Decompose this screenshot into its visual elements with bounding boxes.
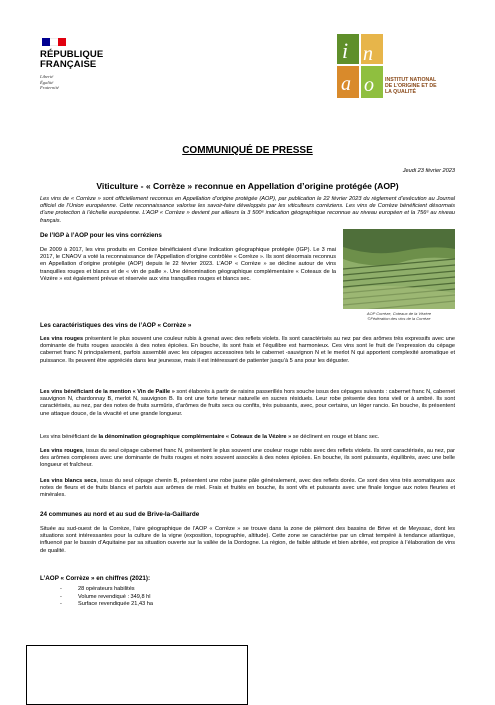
heading-igp-to-aop: De l’IGP à l’AOP pour les vins corréziens — [40, 232, 162, 239]
empty-frame — [26, 645, 248, 705]
document-title: COMMUNIQUÉ DE PRESSE — [182, 145, 313, 156]
republique-title: RÉPUBLIQUE FRANÇAISE — [40, 49, 104, 70]
red-wines-label: Les vins rouges — [40, 336, 84, 342]
heading-communes: 24 communes au nord et au sud de Brive-la-Gaillarde — [40, 511, 200, 518]
document-date: Jeudi 23 février 2023 — [402, 168, 455, 174]
straw-wine-label: Les vins bénéficiant de la mention « Vin de Paille » — [40, 389, 175, 395]
paragraph-geography: Située au sud-ouest de la Corrèze, l’aire géographique de l’AOP « Corrèze » se trouve dans la zone de piémont des bassins de Brive et de Meyssac, dont les situations sont intéressantes pour la culture de la vigne (exposition, topographie, altitude). Cette zone se caractérise par un climat tempéré à tendance atlantique, influencé par le bassin d’Aquitaine par sa situation ouverte sur la vallée de la Dordogne. La région, de faible altitude et bien abritée, est propice à l’élaboration de vins de qualité. — [40, 526, 455, 554]
paragraph-straw-wine — [40, 389, 455, 418]
vezere-red-label: Les vins rouges — [40, 448, 83, 454]
vezere-white-text: , issus du seul cépage chenin B, présentent une robe jaune pâle généralement, avec des reflets dorés. Ce sont des vins très aromatiques aux notes de fleurs et de fruits blancs et parfois aux arômes de miel. Frais et fruités en bouche, ils sont vifs et puissants avec une finale longue aux notes fleuries et minérales. — [40, 478, 455, 499]
paragraph-vezere-red — [40, 448, 455, 470]
intro-paragraph: Les vins de « Corrèze » sont officiellement reconnus en Appellation d’origine protégée (AOP), par publication le 22 février 2023 du règlement d’exécution au Journal officiel de l’Union européenne. Cette reconnaissance valorise les savoir-faire développés par les viticulteurs corréziens. Les vins de Corrèze bénéficient désormais d’une protection à l’échelle européenne. L’AOP « Corrèze » devient par ailleurs la 3 500ᵉ indication géographique reconnue au niveau européen et la 756ᵉ au niveau français. — [40, 196, 455, 224]
heading-characteristics: Les caractéristiques des vins de l’AOP « Corrèze » — [40, 322, 192, 329]
svg-text:i: i — [342, 38, 349, 63]
french-flag-icon — [42, 38, 66, 46]
paragraph-vezere-white — [40, 478, 455, 500]
heading-figures: L’AOP « Corrèze » en chiffres (2021): — [40, 575, 151, 582]
figures-list — [60, 586, 360, 609]
list-item: - Surface revendiquée 21,43 ha — [60, 601, 153, 608]
republique-francaise-logo — [40, 38, 120, 91]
list-item: - Volume revendiqué : 349,8 hl — [60, 593, 151, 600]
paragraph-vezere: Les vins bénéficiant de la dénomination géographique complémentaire « Coteaux de la Vézère » se déclinent en rouge et blanc sec. — [40, 434, 380, 440]
vezere-red-text: , issus du seul cépage cabernet franc N, présentent le plus souvent une couleur rouge rubis avec des reflets violets. Ils sont caractérisés, au nez, par des arômes complexes avec une dominante de fruits rouges et noirs souvent associés à des notes épicées. En bouche, ils sont puissants, équilibrés, avec une belle longueur et fraîcheur. — [40, 448, 455, 469]
inao-logo — [337, 34, 437, 98]
vezere-white-label: Les vins blancs secs — [40, 478, 97, 484]
inao-name: INSTITUT NATIONAL DE L’ORIGINE ET DE LA QUALITÉ — [385, 77, 437, 95]
document-subtitle: Viticulture - « Corrèze » reconnue en Appellation d’origine protégée (AOP) — [96, 181, 399, 191]
red-wines-text: présentent le plus souvent une couleur rubis à grenat avec des reflets violets. Ils sont caractérisés au nez par des arômes très expressifs avec une dominante de fruits rouges associés à des notes épicées. En bouche, ils sont frais et l’équilibre est harmonieux. Ces vins sont le fruit de l’expression du cépage cabernet franc N principalement, parfois assemblé avec les cépages accessoires tels le cabernet -sauvignon N et le merlot N qui apportent complexité aromatique et puissance. Ils peuvent être appréciés dans leur jeunesse, mais il est intéressant de patienter jusqu’à 5 ans pour les déguster. — [40, 336, 456, 364]
photo-caption: AOP Corrèze, Coteaux de la Vézère ©Fédération des vins de la Corrèze — [366, 311, 432, 321]
vezere-label: la dénomination géographique complémentaire « Coteaux de la Vézère » — [98, 434, 292, 440]
vineyard-photo — [343, 229, 455, 309]
inao-emblem-icon — [337, 34, 383, 98]
svg-text:o: o — [364, 74, 374, 96]
paragraph-red-wines — [40, 336, 455, 365]
straw-wine-text: sont élaborés à partir de raisins passerillés hors souche issus des cépages suivants : cabernet franc N, cabernet sauvignon N, chardonnay B, merlot N, sauvignon B. Ils ont une forte teneur naturelle en sucres résiduels. Leur robe présente des tons vieil or à ambré. Ils sont caractérisés, au nez, par des notes de fruits surmûris, d’arômes de fruits secs ou confits, très puissants, avec, pour certains, un léger rancio. En bouche, ils présentent une attaque douce, de la vivacité et une grande longueur. — [40, 389, 455, 417]
republique-motto: Liberté Égalité Fraternité — [40, 74, 59, 91]
list-item: - 28 opérateurs habilités — [60, 586, 135, 592]
svg-text:n: n — [363, 43, 373, 65]
paragraph-history: De 2009 à 2017, les vins produits en Corrèze bénéficiaient d’une Indication géographique protégée (IGP). Le 3 mai 2017, le CNAOV a voté la reconnaissance de l’Appellation d’origine contrôlée « Corrèze ». Ils sont désormais reconnus en Appellation d’origine protégée (AOP) depuis le 22 février 2023. L’AOP « Corrèze » se décline autour de vins tranquilles rouges et blancs et de « vin de paille ». Une dénomination géographique complémentaire « Coteaux de la Vézère » est également prévue et réservée aux vins tranquilles rouges et blancs sec. — [40, 247, 336, 282]
svg-text:a: a — [341, 73, 351, 95]
